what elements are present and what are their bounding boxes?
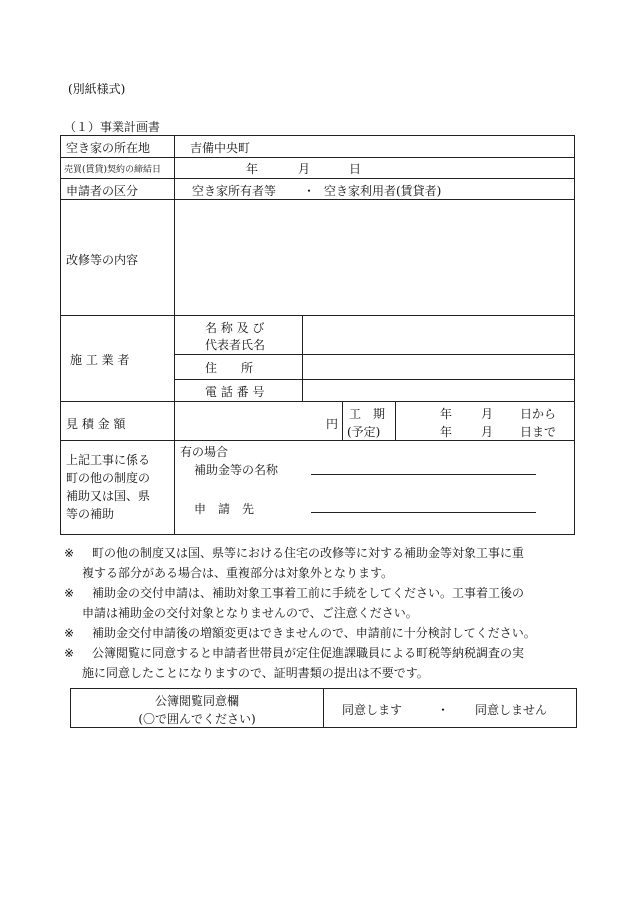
applicant-type-label: 申請者の区分: [66, 184, 139, 198]
note-item: [64, 623, 576, 643]
contractor-address-field[interactable]: [304, 356, 573, 378]
contractor-name-field[interactable]: [304, 317, 573, 353]
business-plan-form: [60, 135, 575, 535]
note-item: [64, 543, 576, 583]
applicant-type-separator: ・: [303, 184, 316, 198]
agreement-label-line2: (〇で囲んでください): [138, 712, 256, 726]
contractor-name-label-line2: 代表者氏名: [205, 338, 266, 352]
estimate-label: 見 積 金 額: [66, 417, 126, 431]
period-label-line1: 工 期: [349, 407, 386, 421]
renovation-label: 改修等の内容: [66, 253, 139, 267]
location-value[interactable]: 吉備中央町: [190, 141, 251, 155]
note-line: 申請は補助金の交付対象となりませんので、ご注意ください。: [82, 606, 418, 620]
disagree-option[interactable]: 同意しません: [475, 703, 548, 717]
period-to-day: 日まで: [520, 425, 557, 439]
notes-list: [64, 543, 576, 683]
note-line: 補助金の交付申請は、補助対象工事着工前に手続をしてください。工事着工後の: [92, 586, 525, 600]
note-mark: ※: [64, 626, 75, 640]
note-line: 施に同意したことになりますので、証明書類の提出は不要です。: [82, 666, 429, 680]
estimate-amount-field[interactable]: [176, 403, 326, 438]
apply-to-field[interactable]: [311, 495, 536, 512]
agreement-separator: ・: [437, 703, 450, 717]
note-line: 複する部分がある場合は、重複部分は対象外となります。: [82, 566, 394, 580]
if-yes-label: 有の場合: [180, 445, 229, 459]
subsidy-name-field[interactable]: [311, 457, 536, 474]
annex-label: (別紙様式): [68, 82, 126, 96]
agree-option[interactable]: 同意します: [342, 703, 403, 717]
other-subsidy-label-line1: 上記工事に係る: [66, 453, 151, 467]
contractor-phone-label: 電 話 番 号: [205, 385, 265, 399]
note-mark: ※: [64, 646, 75, 660]
period-from-day: 日から: [520, 407, 557, 421]
note-line: 補助金交付申請後の増額変更はできませんので、申請前に十分検討してください。: [92, 626, 536, 640]
contractor-name-label-line1: 名 称 及 び: [205, 321, 265, 335]
contract-date-label: 売買(賃貸)契約の締結日: [64, 165, 162, 175]
applicant-type-owner[interactable]: 空き家所有者等: [192, 184, 277, 198]
other-subsidy-label-line2: 町の他の制度の: [66, 471, 151, 485]
period-to-month: 月: [481, 425, 494, 439]
contractor-address-label: 住 所: [205, 361, 254, 375]
period-from-year: 年: [440, 407, 453, 421]
contractor-phone-field[interactable]: [304, 381, 573, 400]
agreement-label-line1: 公簿閲覧同意欄: [154, 694, 239, 708]
contract-year-label: 年: [246, 162, 259, 176]
note-item: [64, 643, 576, 683]
note-mark: ※: [64, 546, 75, 560]
note-line: 公簿閲覧に同意すると申請者世帯員が定住促進課職員による町税等納税調査の実: [92, 646, 525, 660]
note-mark: ※: [64, 586, 75, 600]
subsidy-name-label: 補助金等の名称: [194, 463, 279, 477]
estimate-unit: 円: [326, 417, 339, 431]
other-subsidy-label-line4: 等の補助: [66, 507, 115, 521]
note-item: [64, 583, 576, 623]
period-from-month: 月: [481, 407, 494, 421]
contract-month-label: 月: [298, 162, 311, 176]
apply-to-label: 申 請 先: [194, 502, 255, 516]
agreement-box: [70, 688, 577, 728]
period-label-line2: (予定): [347, 425, 381, 439]
note-line: 町の他の制度又は国、県等における住宅の改修等に対する補助金等対象工事に重: [92, 546, 525, 560]
applicant-type-user[interactable]: 空き家利用者(賃貸者): [324, 184, 442, 198]
contractor-label: 施 工 業 者: [70, 353, 130, 367]
other-subsidy-label-line3: 補助又は国、県: [66, 489, 151, 503]
renovation-content-field[interactable]: [176, 201, 573, 313]
period-to-year: 年: [440, 425, 453, 439]
contract-day-label: 日: [349, 162, 362, 176]
location-label: 空き家の所在地: [66, 141, 151, 155]
section-title: （１）事業計画書: [64, 120, 161, 134]
